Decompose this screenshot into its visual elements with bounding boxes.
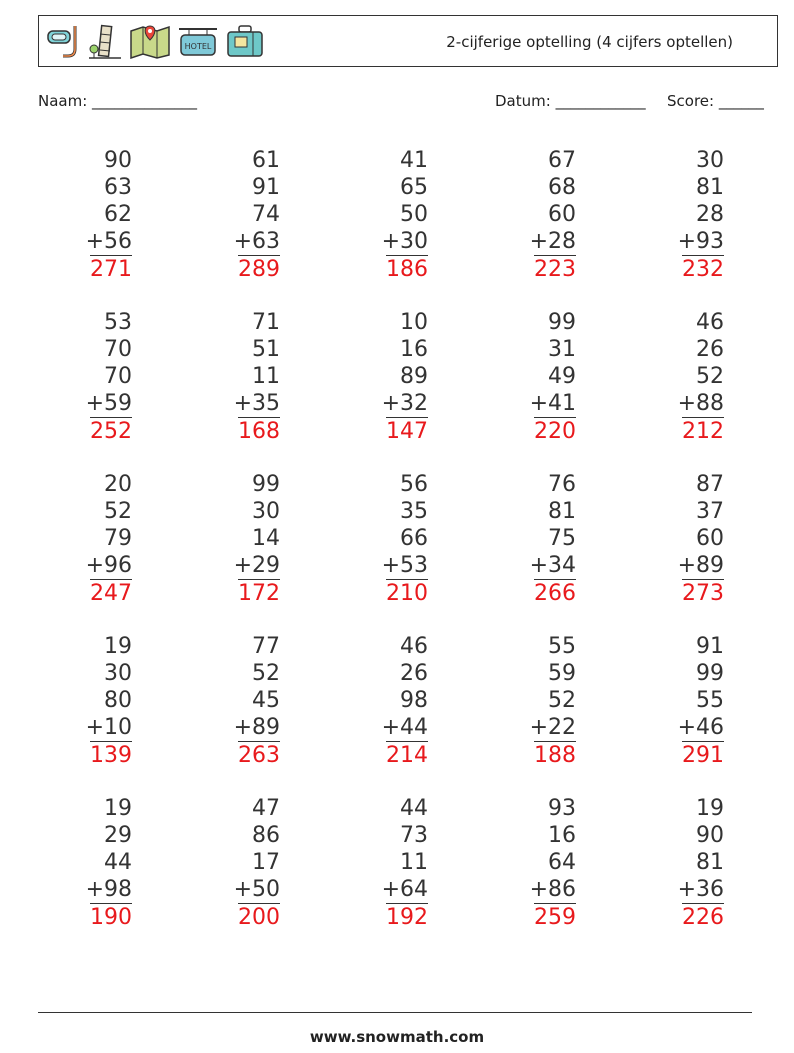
- addition-problem: [328, 633, 428, 769]
- addend: 19: [104, 796, 132, 821]
- addend-with-plus: +50: [233, 877, 280, 902]
- addend: 56: [400, 472, 428, 497]
- addend: 46: [400, 634, 428, 659]
- answer: 271: [90, 257, 132, 282]
- name-field: Naam: ______________: [38, 92, 198, 110]
- addend: 60: [548, 202, 576, 227]
- footer-divider: [38, 1012, 752, 1013]
- addition-problem: [180, 471, 280, 607]
- answer: 259: [534, 905, 576, 930]
- answer: 139: [90, 743, 132, 768]
- addend: 46: [696, 310, 724, 335]
- footer-site: www.snowmath.com: [309, 1028, 485, 1046]
- addition-problem: [476, 471, 576, 607]
- addition-problem: [32, 309, 132, 445]
- addend: 80: [104, 688, 132, 713]
- header-box: [38, 15, 778, 67]
- suitcase-icon: [225, 23, 265, 59]
- addition-problem: [624, 633, 724, 769]
- addend-with-plus: +44: [381, 715, 428, 740]
- addition-problem: [32, 147, 132, 283]
- addition-problem: [624, 147, 724, 283]
- date-field: Datum: ____________: [495, 92, 646, 110]
- addend: 44: [104, 850, 132, 875]
- answer: 273: [682, 581, 724, 606]
- addend: 47: [252, 796, 280, 821]
- addend: 91: [252, 175, 280, 200]
- addend: 52: [104, 499, 132, 524]
- addend: 19: [696, 796, 724, 821]
- addend: 99: [548, 310, 576, 335]
- addend: 99: [696, 661, 724, 686]
- addend: 16: [548, 823, 576, 848]
- addend: 51: [252, 337, 280, 362]
- map-icon: [129, 23, 171, 59]
- answer: 247: [90, 581, 132, 606]
- addend: 89: [400, 364, 428, 389]
- addition-problem: [328, 147, 428, 283]
- addend: 68: [548, 175, 576, 200]
- addend: 17: [252, 850, 280, 875]
- answer: 266: [534, 581, 576, 606]
- addend-with-plus: +36: [677, 877, 724, 902]
- score-field: Score: ______: [667, 92, 764, 110]
- addend: 30: [104, 661, 132, 686]
- answer: 291: [682, 743, 724, 768]
- addend-with-plus: +63: [233, 229, 280, 254]
- addition-problem: [476, 147, 576, 283]
- addend-with-plus: +96: [85, 553, 132, 578]
- addend: 19: [104, 634, 132, 659]
- addend-with-plus: +89: [233, 715, 280, 740]
- addend-with-plus: +93: [677, 229, 724, 254]
- addend: 99: [252, 472, 280, 497]
- addend: 35: [400, 499, 428, 524]
- addend-with-plus: +98: [85, 877, 132, 902]
- addition-problem: [180, 795, 280, 931]
- answer: 252: [90, 419, 132, 444]
- addend: 81: [696, 850, 724, 875]
- answer: 226: [682, 905, 724, 930]
- addend: 26: [400, 661, 428, 686]
- addition-problem: [32, 795, 132, 931]
- addend-with-plus: +28: [529, 229, 576, 254]
- hotel-sign-icon: [177, 23, 219, 59]
- addend-with-plus: +30: [381, 229, 428, 254]
- addend: 67: [548, 148, 576, 173]
- addition-problem: [624, 309, 724, 445]
- tower-icon: [87, 22, 123, 60]
- addend: 53: [104, 310, 132, 335]
- addend: 41: [400, 148, 428, 173]
- addition-problem: [180, 633, 280, 769]
- addend: 45: [252, 688, 280, 713]
- addend: 16: [400, 337, 428, 362]
- svg-text:HOTEL: HOTEL: [184, 42, 212, 51]
- addend: 91: [696, 634, 724, 659]
- addend-with-plus: +22: [529, 715, 576, 740]
- addend-with-plus: +56: [85, 229, 132, 254]
- answer: 200: [238, 905, 280, 930]
- answer: 220: [534, 419, 576, 444]
- addend: 30: [252, 499, 280, 524]
- addend: 10: [400, 310, 428, 335]
- header-icons: [45, 20, 265, 62]
- addend: 64: [548, 850, 576, 875]
- addition-problem: [328, 471, 428, 607]
- addend: 63: [104, 175, 132, 200]
- addition-problem: [476, 795, 576, 931]
- addend: 66: [400, 526, 428, 551]
- addend: 14: [252, 526, 280, 551]
- addition-problem: [32, 471, 132, 607]
- addend: 75: [548, 526, 576, 551]
- addend: 70: [104, 364, 132, 389]
- addend: 52: [252, 661, 280, 686]
- answer: 186: [386, 257, 428, 282]
- addition-problem: [476, 633, 576, 769]
- addend-with-plus: +64: [381, 877, 428, 902]
- addend: 26: [696, 337, 724, 362]
- addend: 52: [696, 364, 724, 389]
- addend: 55: [696, 688, 724, 713]
- addition-problem: [328, 795, 428, 931]
- addend: 77: [252, 634, 280, 659]
- addend-with-plus: +89: [677, 553, 724, 578]
- answer: 263: [238, 743, 280, 768]
- addend-with-plus: +59: [85, 391, 132, 416]
- addend: 74: [252, 202, 280, 227]
- addend: 90: [696, 823, 724, 848]
- addition-problem: [180, 147, 280, 283]
- addend: 31: [548, 337, 576, 362]
- addend-with-plus: +10: [85, 715, 132, 740]
- addend: 87: [696, 472, 724, 497]
- addend: 60: [696, 526, 724, 551]
- addend: 90: [104, 148, 132, 173]
- addend: 71: [252, 310, 280, 335]
- addition-problem: [624, 471, 724, 607]
- addend-with-plus: +32: [381, 391, 428, 416]
- addend: 55: [548, 634, 576, 659]
- answer: 223: [534, 257, 576, 282]
- addition-problem: [624, 795, 724, 931]
- addend-with-plus: +34: [529, 553, 576, 578]
- addend-with-plus: +29: [233, 553, 280, 578]
- addend: 59: [548, 661, 576, 686]
- addend: 98: [400, 688, 428, 713]
- addend: 81: [548, 499, 576, 524]
- answer: 192: [386, 905, 428, 930]
- addition-problem: [476, 309, 576, 445]
- addend-with-plus: +46: [677, 715, 724, 740]
- addend: 65: [400, 175, 428, 200]
- answer: 212: [682, 419, 724, 444]
- addend: 76: [548, 472, 576, 497]
- addend: 86: [252, 823, 280, 848]
- addition-problem: [32, 633, 132, 769]
- addition-problem: [180, 309, 280, 445]
- addend: 93: [548, 796, 576, 821]
- addend-with-plus: +41: [529, 391, 576, 416]
- addend: 20: [104, 472, 132, 497]
- answer: 214: [386, 743, 428, 768]
- addend: 73: [400, 823, 428, 848]
- addend: 30: [696, 148, 724, 173]
- addend: 81: [696, 175, 724, 200]
- answer: 168: [238, 419, 280, 444]
- addend: 49: [548, 364, 576, 389]
- answer: 172: [238, 581, 280, 606]
- addend: 28: [696, 202, 724, 227]
- addend: 79: [104, 526, 132, 551]
- addend-with-plus: +88: [677, 391, 724, 416]
- addend-with-plus: +86: [529, 877, 576, 902]
- addend-with-plus: +53: [381, 553, 428, 578]
- answer: 147: [386, 419, 428, 444]
- answer: 210: [386, 581, 428, 606]
- addend: 11: [252, 364, 280, 389]
- snorkel-icon: [45, 23, 81, 59]
- addend: 61: [252, 148, 280, 173]
- addend: 70: [104, 337, 132, 362]
- addition-problem: [328, 309, 428, 445]
- worksheet-title: 2-cijferige optelling (4 cijfers optellen): [446, 33, 733, 51]
- addend: 50: [400, 202, 428, 227]
- answer: 190: [90, 905, 132, 930]
- addend: 11: [400, 850, 428, 875]
- addend: 62: [104, 202, 132, 227]
- answer: 188: [534, 743, 576, 768]
- addend: 37: [696, 499, 724, 524]
- addend: 29: [104, 823, 132, 848]
- answer: 232: [682, 257, 724, 282]
- addend-with-plus: +35: [233, 391, 280, 416]
- addend: 52: [548, 688, 576, 713]
- addend: 44: [400, 796, 428, 821]
- answer: 289: [238, 257, 280, 282]
